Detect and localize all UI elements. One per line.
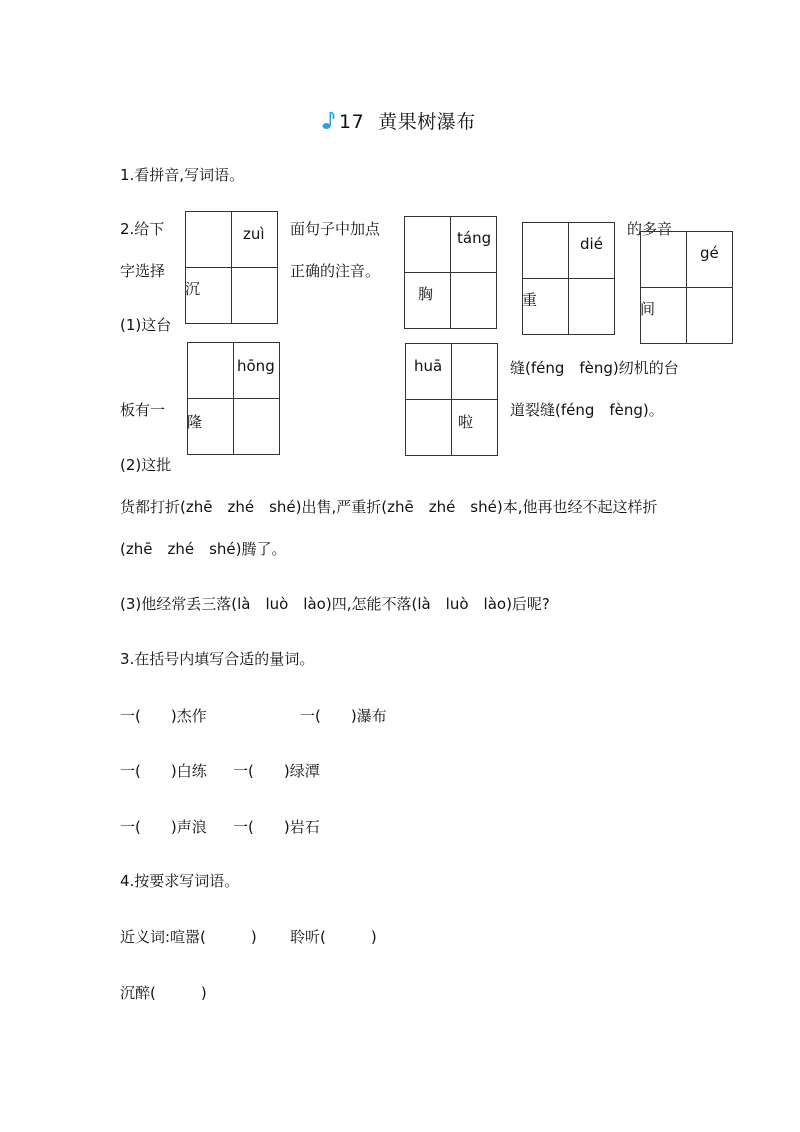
q3-item: 一( )声浪 — [120, 818, 207, 836]
grid-pinyin: dié — [580, 235, 603, 253]
grid-character: 啦 — [458, 413, 474, 431]
q2-s1-label: (1)这台 — [120, 316, 172, 334]
q2-s3-line: (3)他经常丢三落(là luò lào)四,怎能不落(là luò lào)后呢? — [120, 595, 550, 613]
q2-s2-line: 货都打折(zhē zhé shé)出售,严重折(zhē zhé shé)本,他再也经不起这样折 — [120, 498, 658, 516]
q3-item: 一( )瀑布 — [300, 707, 387, 725]
page-title — [322, 110, 476, 134]
lesson-title: 黄果树瀑布 — [378, 111, 476, 133]
q2-frag-c: 的多音 — [627, 220, 673, 238]
q2-frag-e: 正确的注音。 — [290, 262, 381, 280]
q3-item: 一( )岩石 — [233, 818, 320, 836]
grid-character: 胸 — [418, 285, 434, 303]
grid-pinyin: huā — [414, 357, 443, 375]
q2-s2-line2: (zhē zhé shé)腾了。 — [120, 540, 287, 558]
question-3: 3.在括号内填写合适的量词。 — [120, 650, 315, 668]
lesson-number: 17 — [339, 111, 365, 133]
grid-character: 隆 — [187, 413, 203, 431]
grid-character: 沉 — [185, 280, 201, 298]
q2-s1-frag-a: 缝(féng fèng)纫机的台 — [510, 359, 679, 377]
grid-character: 间 — [640, 300, 656, 318]
grid-character: 重 — [522, 291, 538, 309]
music-note-icon — [322, 110, 336, 134]
grid-pinyin: táng — [457, 229, 492, 247]
q4-item: 近义词:喧嚣( ) — [120, 928, 257, 946]
grid-pinyin: gé — [700, 244, 719, 262]
question-4: 4.按要求写词语。 — [120, 872, 240, 890]
q2-frag-a: 2.给下 — [120, 220, 165, 238]
grid-pinyin: zuì — [243, 225, 265, 243]
writing-grid-ge[interactable] — [640, 231, 733, 344]
q2-s1-frag-c: 道裂缝(féng fèng)。 — [510, 401, 664, 419]
q2-frag-d: 字选择 — [120, 262, 166, 280]
q2-frag-b: 面句子中加点 — [290, 220, 381, 238]
q2-s1-frag-b: 板有一 — [120, 401, 166, 419]
q3-item: 一( )绿潭 — [233, 762, 320, 780]
q4-item: 聆听( ) — [290, 928, 377, 946]
q3-item: 一( )白练 — [120, 762, 207, 780]
q3-item: 一( )杰作 — [120, 707, 207, 725]
grid-pinyin: hōng — [237, 357, 275, 375]
question-1: 1.看拼音,写词语。 — [120, 166, 245, 184]
q4-item: 沉醉( ) — [120, 984, 207, 1002]
q2-s2-label: (2)这批 — [120, 456, 172, 474]
